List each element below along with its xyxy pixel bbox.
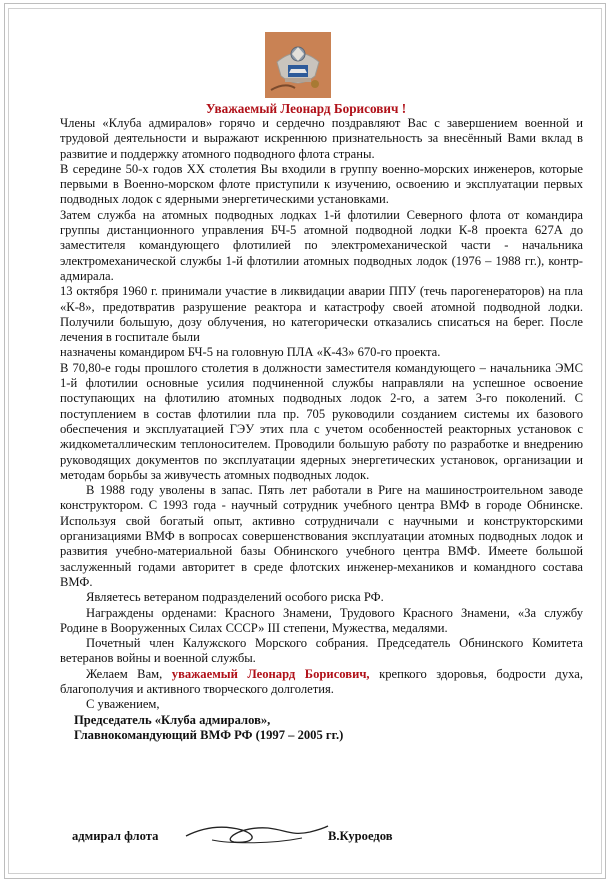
wishes-suffix: крепкого здоровья, бодрости духа, благополучия и активного творческого долголетия. bbox=[60, 666, 583, 696]
wishes-prefix: Желаем Вам, bbox=[86, 666, 172, 681]
paragraph-appointment: назначены командиром БЧ-5 на головную ПЛА «К-43» 670-го проекта. bbox=[60, 345, 441, 360]
paragraph-1960-accident: 13 октября 1960 г. принимали участие в ликвидации аварии ППУ (течь парогенераторов) на пла «К-8», предотвратив разрушение реактора и катастрофу своей атомной подводной лодки. Получили большую, дозу облучения, но категорически отказались списаться на берег. После лечения в госпитале были bbox=[60, 284, 583, 345]
paragraph-congratulation: Члены «Клуба адмиралов» горячо и сердечно поздравляют Вас с завершением военной и трудовой деятельности и выражают искреннюю признательность за внесённый Вами вклад в развитие и поддержку атомного подводного флота страны. bbox=[60, 116, 583, 161]
closing-position-line2: Главнокомандующий ВМФ РФ (1997 – 2005 гг.) bbox=[74, 727, 344, 742]
paragraph-veteran: Являетесь ветераном подразделений особого риска РФ. bbox=[86, 590, 384, 605]
signature-line bbox=[72, 826, 592, 850]
closing-position-line1: Председатель «Клуба адмиралов», bbox=[74, 712, 271, 727]
wishes-name: уважаемый Леонард Борисович, bbox=[171, 666, 370, 681]
handwritten-signature-icon bbox=[182, 814, 332, 854]
paragraph-wishes bbox=[60, 667, 583, 698]
paragraph-awards: Награждены орденами: Красного Знамени, Трудового Красного Знамени, «За службу Родине в Вооруженных Силах СССР» III степени, Мужества, медалями. bbox=[60, 605, 583, 635]
closing-regards: С уважением, bbox=[86, 697, 160, 712]
paragraph-membership: Почетный член Калужского Морского собрания. Председатель Обнинского Комитета ветеранов войны и военной службы. bbox=[60, 636, 583, 666]
club-badge-emblem-icon bbox=[265, 32, 331, 98]
signature-name: В.Куроедов bbox=[328, 829, 393, 843]
letter-body bbox=[60, 116, 583, 743]
greeting-title: Уважаемый Леонард Борисович ! bbox=[205, 101, 407, 116]
paragraph-1970s-80s: В 70,80-е годы прошлого столетия в должности заместителя командующего – начальника ЭМС 1-й флотилии основные усилия подчиненной службы направляли на успешное освоение поступающих на флотилию атомных подводных лодок 2-го, а затем 3-го поколений. С поступлением в состав флотилии пла пр. 705 руководили созданием системы их базового обеспечения и эксплуатацией ГЭУ этих пла с учетом особенностей реакторных установок с жидкометаллическим теплоносителем. Проводили большую работу по разработке и внедрению руководящих документов по эксплуатации ядерных энергетических установок, организации и методам борьбы за живучесть атомных подводных лодок. bbox=[60, 360, 583, 482]
signature-rank: адмирал флота bbox=[72, 829, 159, 843]
paragraph-1988-retirement: В 1988 году уволены в запас. Пять лет работали в Риге на машиностроительном заводе конструктором. С 1993 года - научный сотрудник учебного центра ВМФ в городе Обнинске. Используя свой богатый опыт, активно сотрудничали с научными и конструкторскими организациями ВМФ в вопросах совершенствования эксплуатации атомных подводных лодок и развития учебно-материальной базы Обнинского учебного центра ВМФ. Имеете большой заслуженный годами авторитет в среде флотских инженер-механиков и командного состава ВМФ. bbox=[60, 483, 583, 589]
paragraph-1950s: В середине 50-х годов XX столетия Вы входили в группу военно-морских инженеров, которые первыми в Военно-морском флоте приступили к изучению, освоению и эксплуатации первых подводных лодок с ядерными энергетическими установками. bbox=[60, 161, 583, 207]
paragraph-service: Затем служба на атомных подводных лодках 1-й флотилии Северного флота от командира группы дистанционного управления БЧ-5 атомной подводной лодки К-8 проекта 627А до заместителя командующего флотилией по электромеханической части - начальника электромеханической службы 1-й флотилии атомных подводных лодок (1976 – 1988 гг.), контр-адмирала. bbox=[60, 207, 583, 283]
